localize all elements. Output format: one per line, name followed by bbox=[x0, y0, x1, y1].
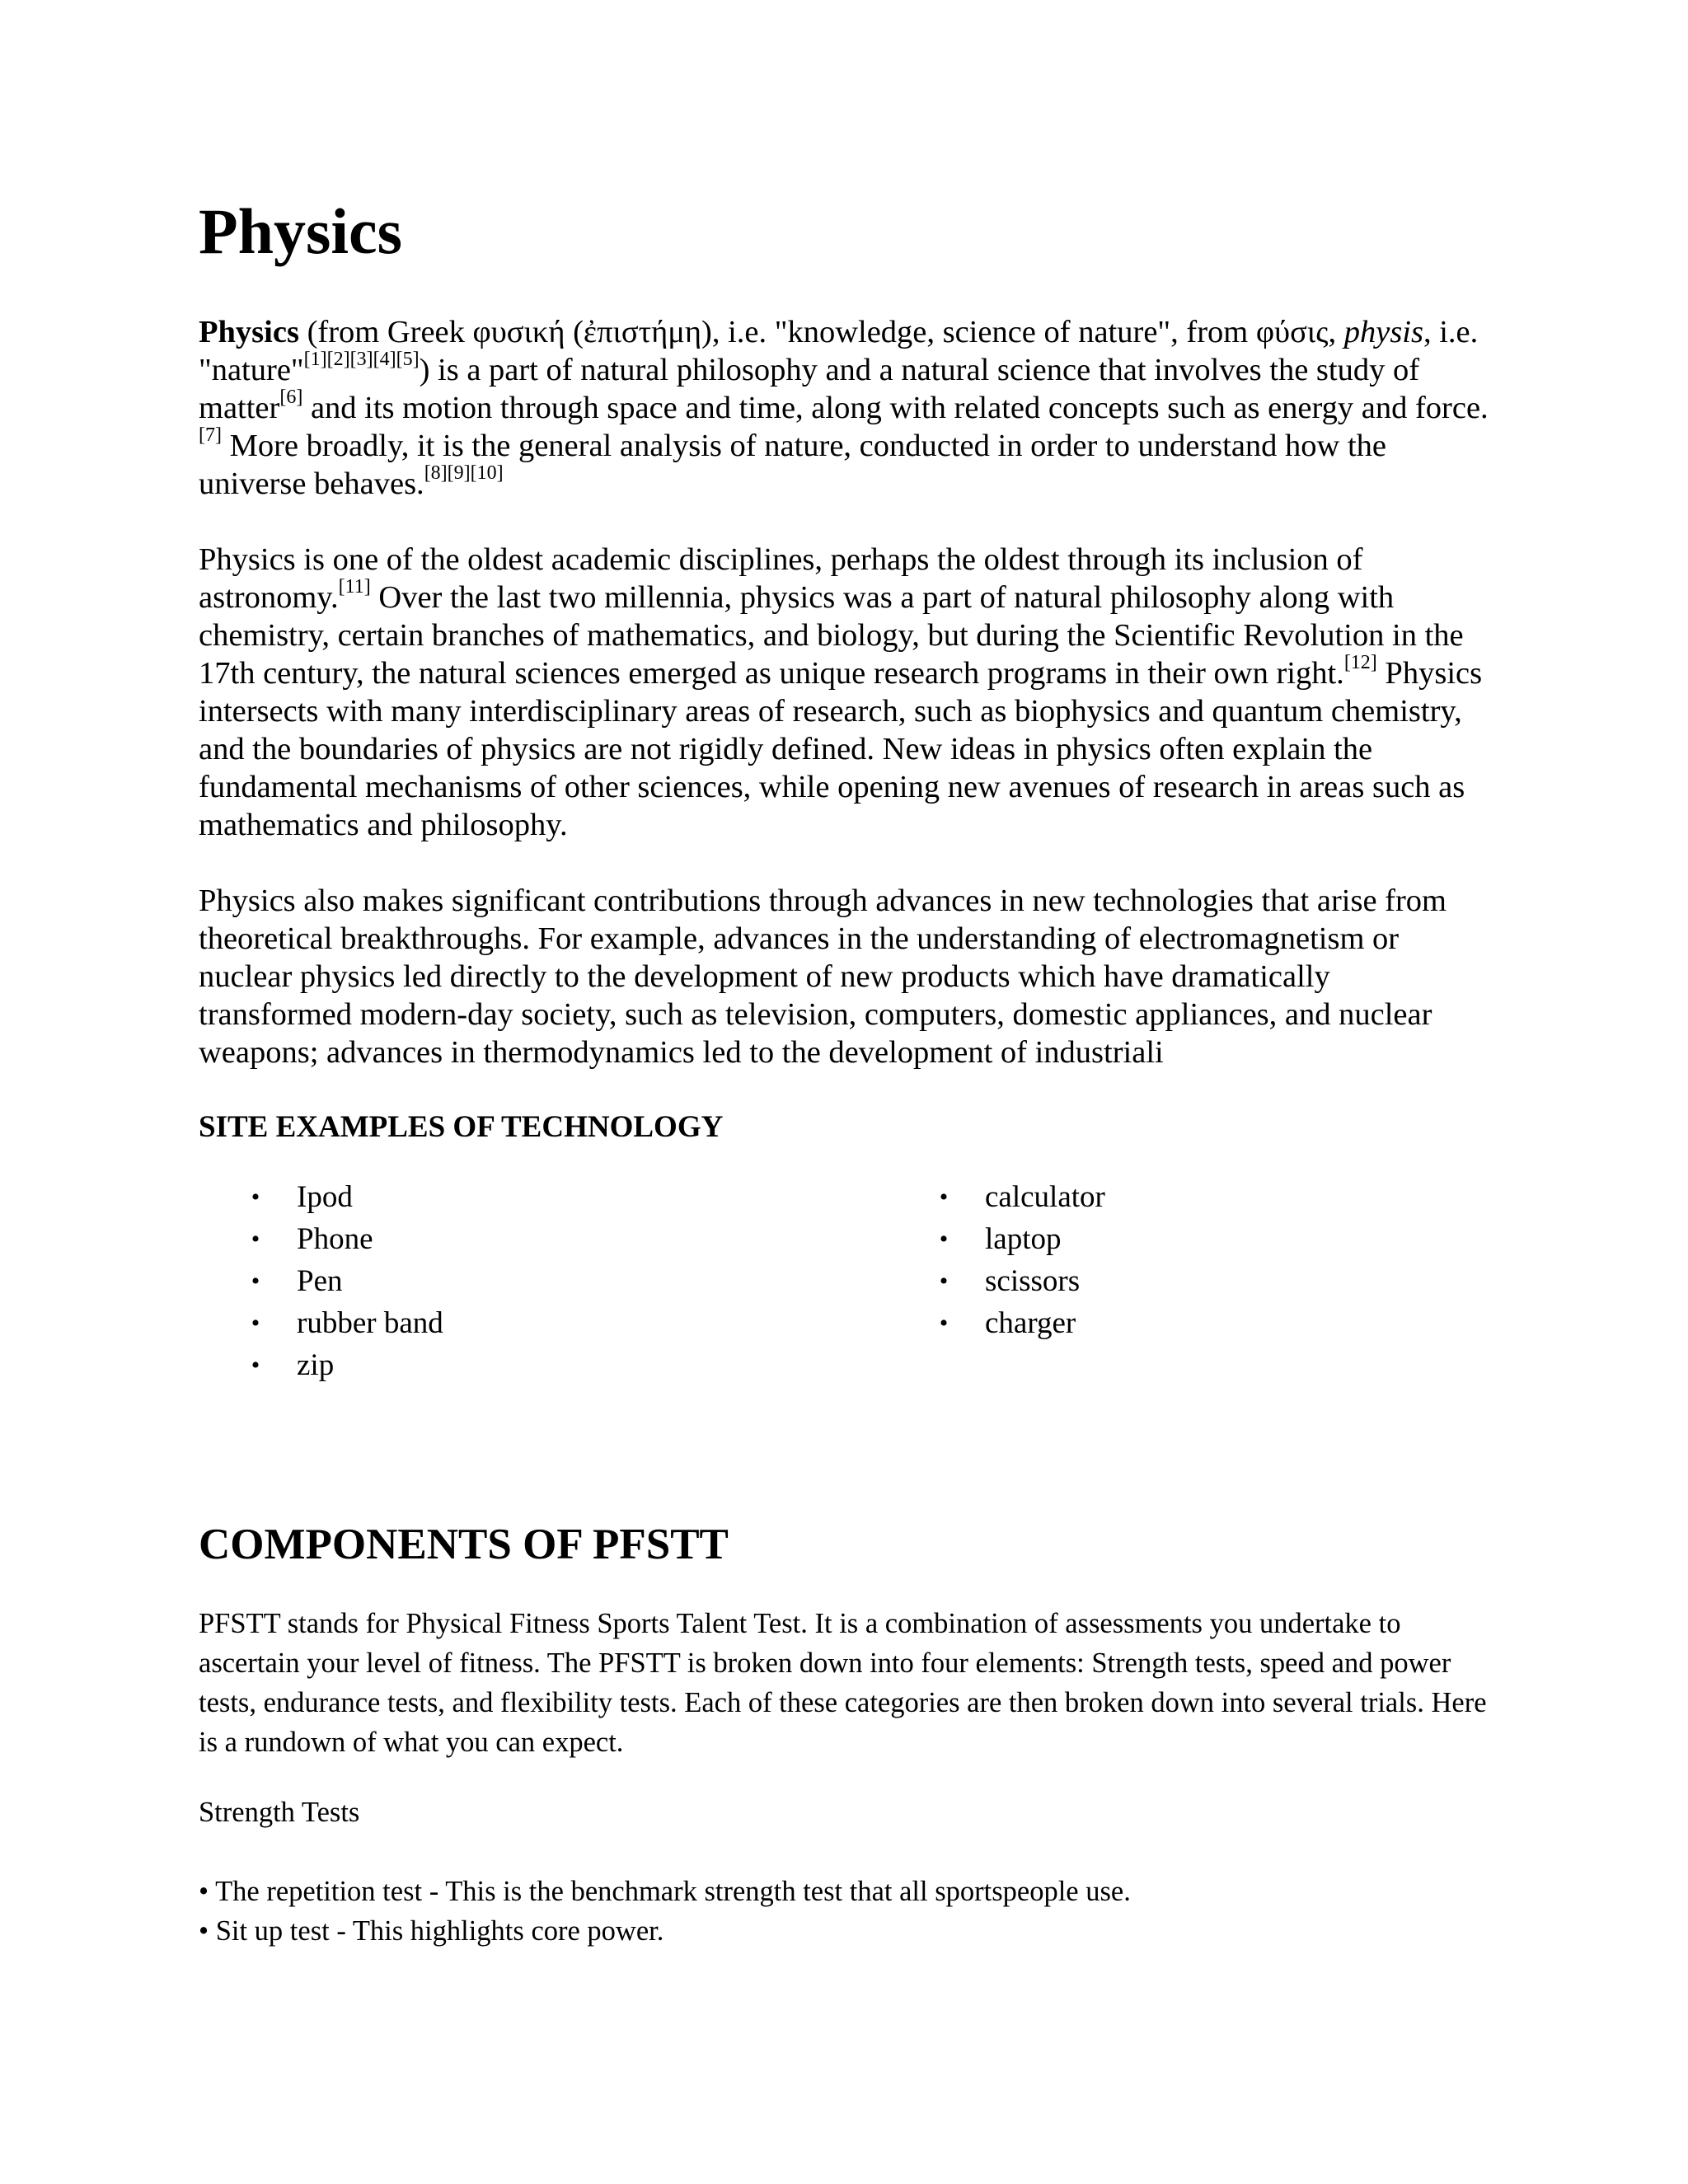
list-item-label: charger bbox=[985, 1306, 1076, 1340]
intro-paragraph bbox=[199, 313, 1491, 503]
citation-link[interactable]: [7] bbox=[199, 424, 222, 447]
citation-link[interactable]: [1][2][3][4][5] bbox=[303, 349, 420, 371]
bullet-icon: • bbox=[251, 1352, 260, 1379]
list-item-label: Pen bbox=[297, 1264, 343, 1298]
list-item-label: Ipod bbox=[297, 1180, 353, 1214]
list-item bbox=[935, 1260, 1430, 1302]
list-item bbox=[935, 1302, 1430, 1344]
intro-term: Physics bbox=[199, 315, 299, 349]
pfstt-paragraph: PFSTT stands for Physical Fitness Sports Talent Test. It is a combination of assessments you undertake to ascertain your level of fitness. The PFSTT is broken down into four elements: Strength tests, speed and power tests, endurance tests, and flexibility tests. Each of these categories are then broken down into several trials. Here is a rundown of what you can expect. bbox=[199, 1608, 1487, 1758]
bullet-icon: • bbox=[939, 1310, 949, 1337]
list-item bbox=[247, 1302, 742, 1344]
list-item: • The repetition test - This is the benchmark strength test that all sportspeople use. bbox=[199, 1876, 1131, 1907]
components-heading: COMPONENTS OF PFSTT bbox=[199, 1521, 729, 1568]
history-text-3: Physics intersects with many interdisciplinary areas of research, such as biophysics and quantum chemistry, and the boundaries of physics are not rigidly defined. New ideas in physics often explain the fundamental mechanisms of other sciences, while opening new avenues of research in areas such as mathematics and philosophy. bbox=[199, 656, 1483, 842]
list-item-label: laptop bbox=[985, 1222, 1062, 1256]
site-examples-heading: SITE EXAMPLES OF TECHNOLOGY bbox=[199, 1110, 724, 1144]
bullet-icon: • bbox=[251, 1310, 260, 1337]
bullet-icon: • bbox=[939, 1226, 949, 1253]
citation-link[interactable]: [11] bbox=[338, 576, 371, 598]
intro-text-3: ) is a part of natural philosophy and a natural science that involves the study of matter bbox=[199, 353, 1420, 425]
intro-text-4: and its motion through space and time, along with related concepts such as energy and force. bbox=[302, 391, 1489, 425]
strength-tests-list bbox=[199, 1872, 1131, 1951]
history-text-1: Physics is one of the oldest academic disciplines, perhaps the oldest through its inclusion of astronomy. bbox=[199, 542, 1363, 615]
list-item-label: calculator bbox=[985, 1180, 1105, 1214]
history-text-2: Over the last two millennia, physics was a part of natural philosophy along with chemistry, certain branches of mathematics, and biology, but during the Scientific Revolution in the 17th century, the natural sciences emerged as unique research programs in their own right. bbox=[199, 580, 1464, 691]
bullet-icon: • bbox=[939, 1268, 949, 1295]
list-item-label: rubber band bbox=[297, 1306, 443, 1340]
list-item bbox=[935, 1218, 1430, 1260]
list-item bbox=[247, 1176, 742, 1218]
list-item: • Sit up test - This highlights core power. bbox=[199, 1915, 664, 1947]
intro-physis: physis bbox=[1343, 315, 1423, 349]
history-paragraph bbox=[199, 541, 1491, 844]
list-item bbox=[935, 1176, 1430, 1218]
intro-text-2: , i.e. "nature" bbox=[199, 315, 1479, 387]
list-item bbox=[247, 1218, 742, 1260]
bullet-icon: • bbox=[251, 1226, 260, 1253]
list-item bbox=[247, 1344, 742, 1386]
technology-list-right bbox=[935, 1176, 1430, 1344]
list-item-label: scissors bbox=[985, 1264, 1081, 1298]
page-title: Physics bbox=[199, 195, 403, 267]
technology-list-left bbox=[247, 1176, 742, 1386]
intro-text-1: (from Greek φυσική (ἐπιστήμη), i.e. "knowledge, science of nature", from φύσις, bbox=[298, 315, 1344, 349]
list-item bbox=[247, 1260, 742, 1302]
citation-link[interactable]: [12] bbox=[1343, 652, 1377, 674]
bullet-icon: • bbox=[251, 1183, 260, 1211]
bullet-icon: • bbox=[939, 1183, 949, 1211]
list-item-label: Phone bbox=[297, 1222, 373, 1256]
intro-text-5: More broadly, it is the general analysis of nature, conducted in order to understand how the universe behaves. bbox=[199, 429, 1387, 501]
strength-tests-heading: Strength Tests bbox=[199, 1797, 360, 1828]
bullet-icon: • bbox=[251, 1268, 260, 1295]
list-item-label: zip bbox=[297, 1348, 335, 1382]
technology-paragraph: Physics also makes significant contributions through advances in new technologies that arise from theoretical breakthroughs. For example, advances in the understanding of electromagnetism or nuclear physics led directly to the development of new products which have dramatically transformed modern-day society, such as television, computers, domestic appliances, and nuclear weapons; advances in thermodynamics led to the development of industriali bbox=[199, 883, 1447, 1070]
citation-link[interactable]: [6] bbox=[279, 387, 303, 409]
citation-link[interactable]: [8][9][10] bbox=[424, 462, 504, 485]
